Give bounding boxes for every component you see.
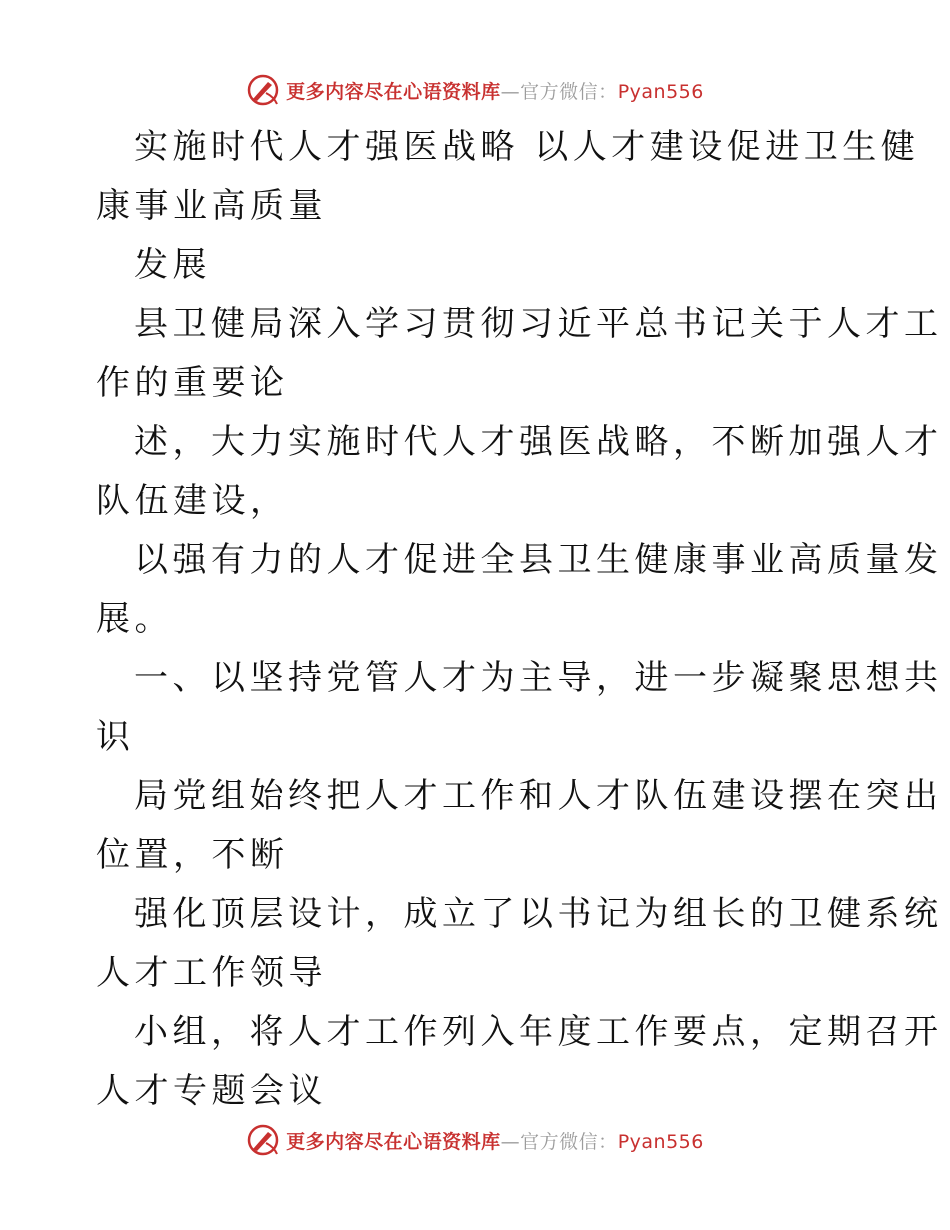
- text-line: 一、以坚持党管人才为主导，进一步凝聚思想共: [134, 658, 943, 698]
- text-line: 识: [96, 717, 135, 757]
- watermark-brand: 更多内容尽在心语资料库: [286, 1130, 501, 1153]
- footer-watermark: [0, 1120, 950, 1160]
- watermark-wechat-label: 官方微信：: [520, 1130, 618, 1153]
- watermark-wechat-label: 官方微信：: [520, 80, 618, 103]
- watermark-dash: —: [500, 80, 521, 103]
- watermark-text: [286, 1127, 704, 1154]
- text-line: 人才专题会议: [96, 1071, 327, 1111]
- text-line: 人才工作领导: [96, 953, 327, 993]
- watermark-brand: 更多内容尽在心语资料库: [286, 80, 501, 103]
- text-line: 展。: [96, 599, 173, 639]
- brand-logo-icon: [246, 73, 280, 107]
- text-line: 发展: [134, 245, 211, 285]
- text-line: 位置，不断: [96, 835, 289, 875]
- text-line: 述，大力实施时代人才强医战略，不断加强人才: [134, 422, 943, 462]
- text-line: 以强有力的人才促进全县卫生健康事业高质量发: [134, 540, 943, 580]
- text-line: 康事业高质量: [96, 186, 327, 226]
- brand-logo-icon: [246, 1123, 280, 1157]
- watermark-text: [286, 77, 704, 104]
- text-line: 实施时代人才强医战略 以人才建设促进卫生健: [134, 127, 920, 167]
- text-line: 作的重要论: [96, 363, 289, 403]
- watermark-wechat-id: Pyan556: [617, 80, 704, 103]
- text-line: 局党组始终把人才工作和人才队伍建设摆在突出: [134, 776, 943, 816]
- text-line: 强化顶层设计，成立了以书记为组长的卫健系统: [134, 894, 943, 934]
- watermark-dash: —: [500, 1130, 521, 1153]
- text-line: 小组，将人才工作列入年度工作要点，定期召开: [134, 1012, 943, 1052]
- document-body: [96, 118, 943, 1121]
- text-line: 县卫健局深入学习贯彻习近平总书记关于人才工: [134, 304, 943, 344]
- header-watermark: [0, 70, 950, 110]
- watermark-wechat-id: Pyan556: [617, 1130, 704, 1153]
- text-line: 队伍建设，: [96, 481, 289, 521]
